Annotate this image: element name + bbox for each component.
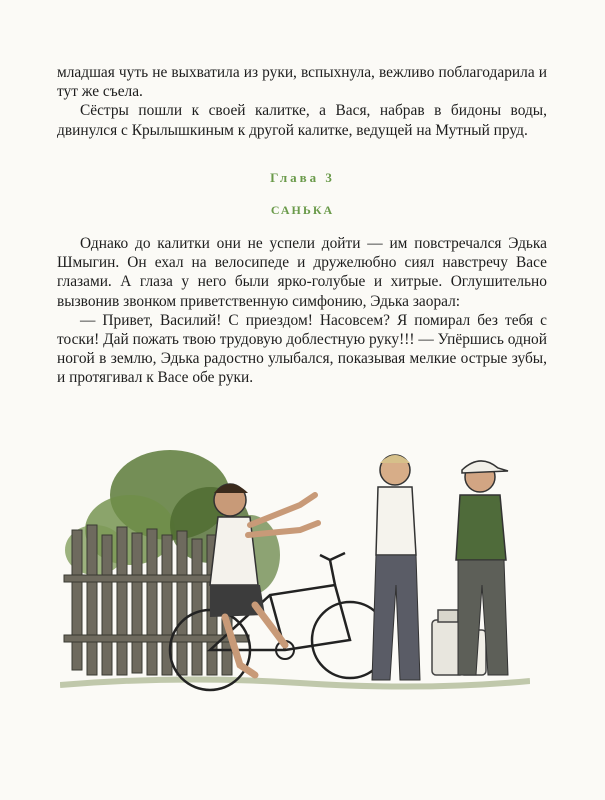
- paragraph-meeting: Однако до калитки они не успели дойти — им повстречался Эдька Шмыгин. Он ехал на велосипеде и дружелюбно сиял навстречу Васе глазами. А глаза у него были ярко-голубые и хитрые. Оглушительно вызвонив звонком приветственную симфонию, Эдька заорал:: [57, 235, 547, 310]
- paragraph-dialogue: — Привет, Василий! С приездом! Насовсем? Я помирал без тебя с тоски! Дай пожать твою трудовую доблестную руку!!! — Упёршись одной ногой в землю, Эдька радостно улыбался, показывая мелкие острые зубы, и протягивал к Васе обе руки.: [57, 311, 547, 387]
- boy-vasya: [372, 455, 420, 680]
- main-text-block: [57, 234, 547, 388]
- chapter-number: Глава 3: [270, 170, 335, 185]
- paragraph-continued: младшая чуть не выхватила из руки, вспыхнула, вежливо поблагодарила и тут же съела.: [57, 64, 547, 101]
- chapter-title: САНЬКА: [270, 203, 335, 217]
- paragraph-sisters: Сёстры пошли к своей калитке, а Вася, набрав в бидоны воды, двинулся с Крылышкиным к другой калитке, ведущей на Мутный пруд.: [57, 102, 547, 139]
- illustration-boys-bicycle: [60, 435, 530, 715]
- bicycle: [170, 553, 388, 690]
- top-text-block: [57, 63, 547, 140]
